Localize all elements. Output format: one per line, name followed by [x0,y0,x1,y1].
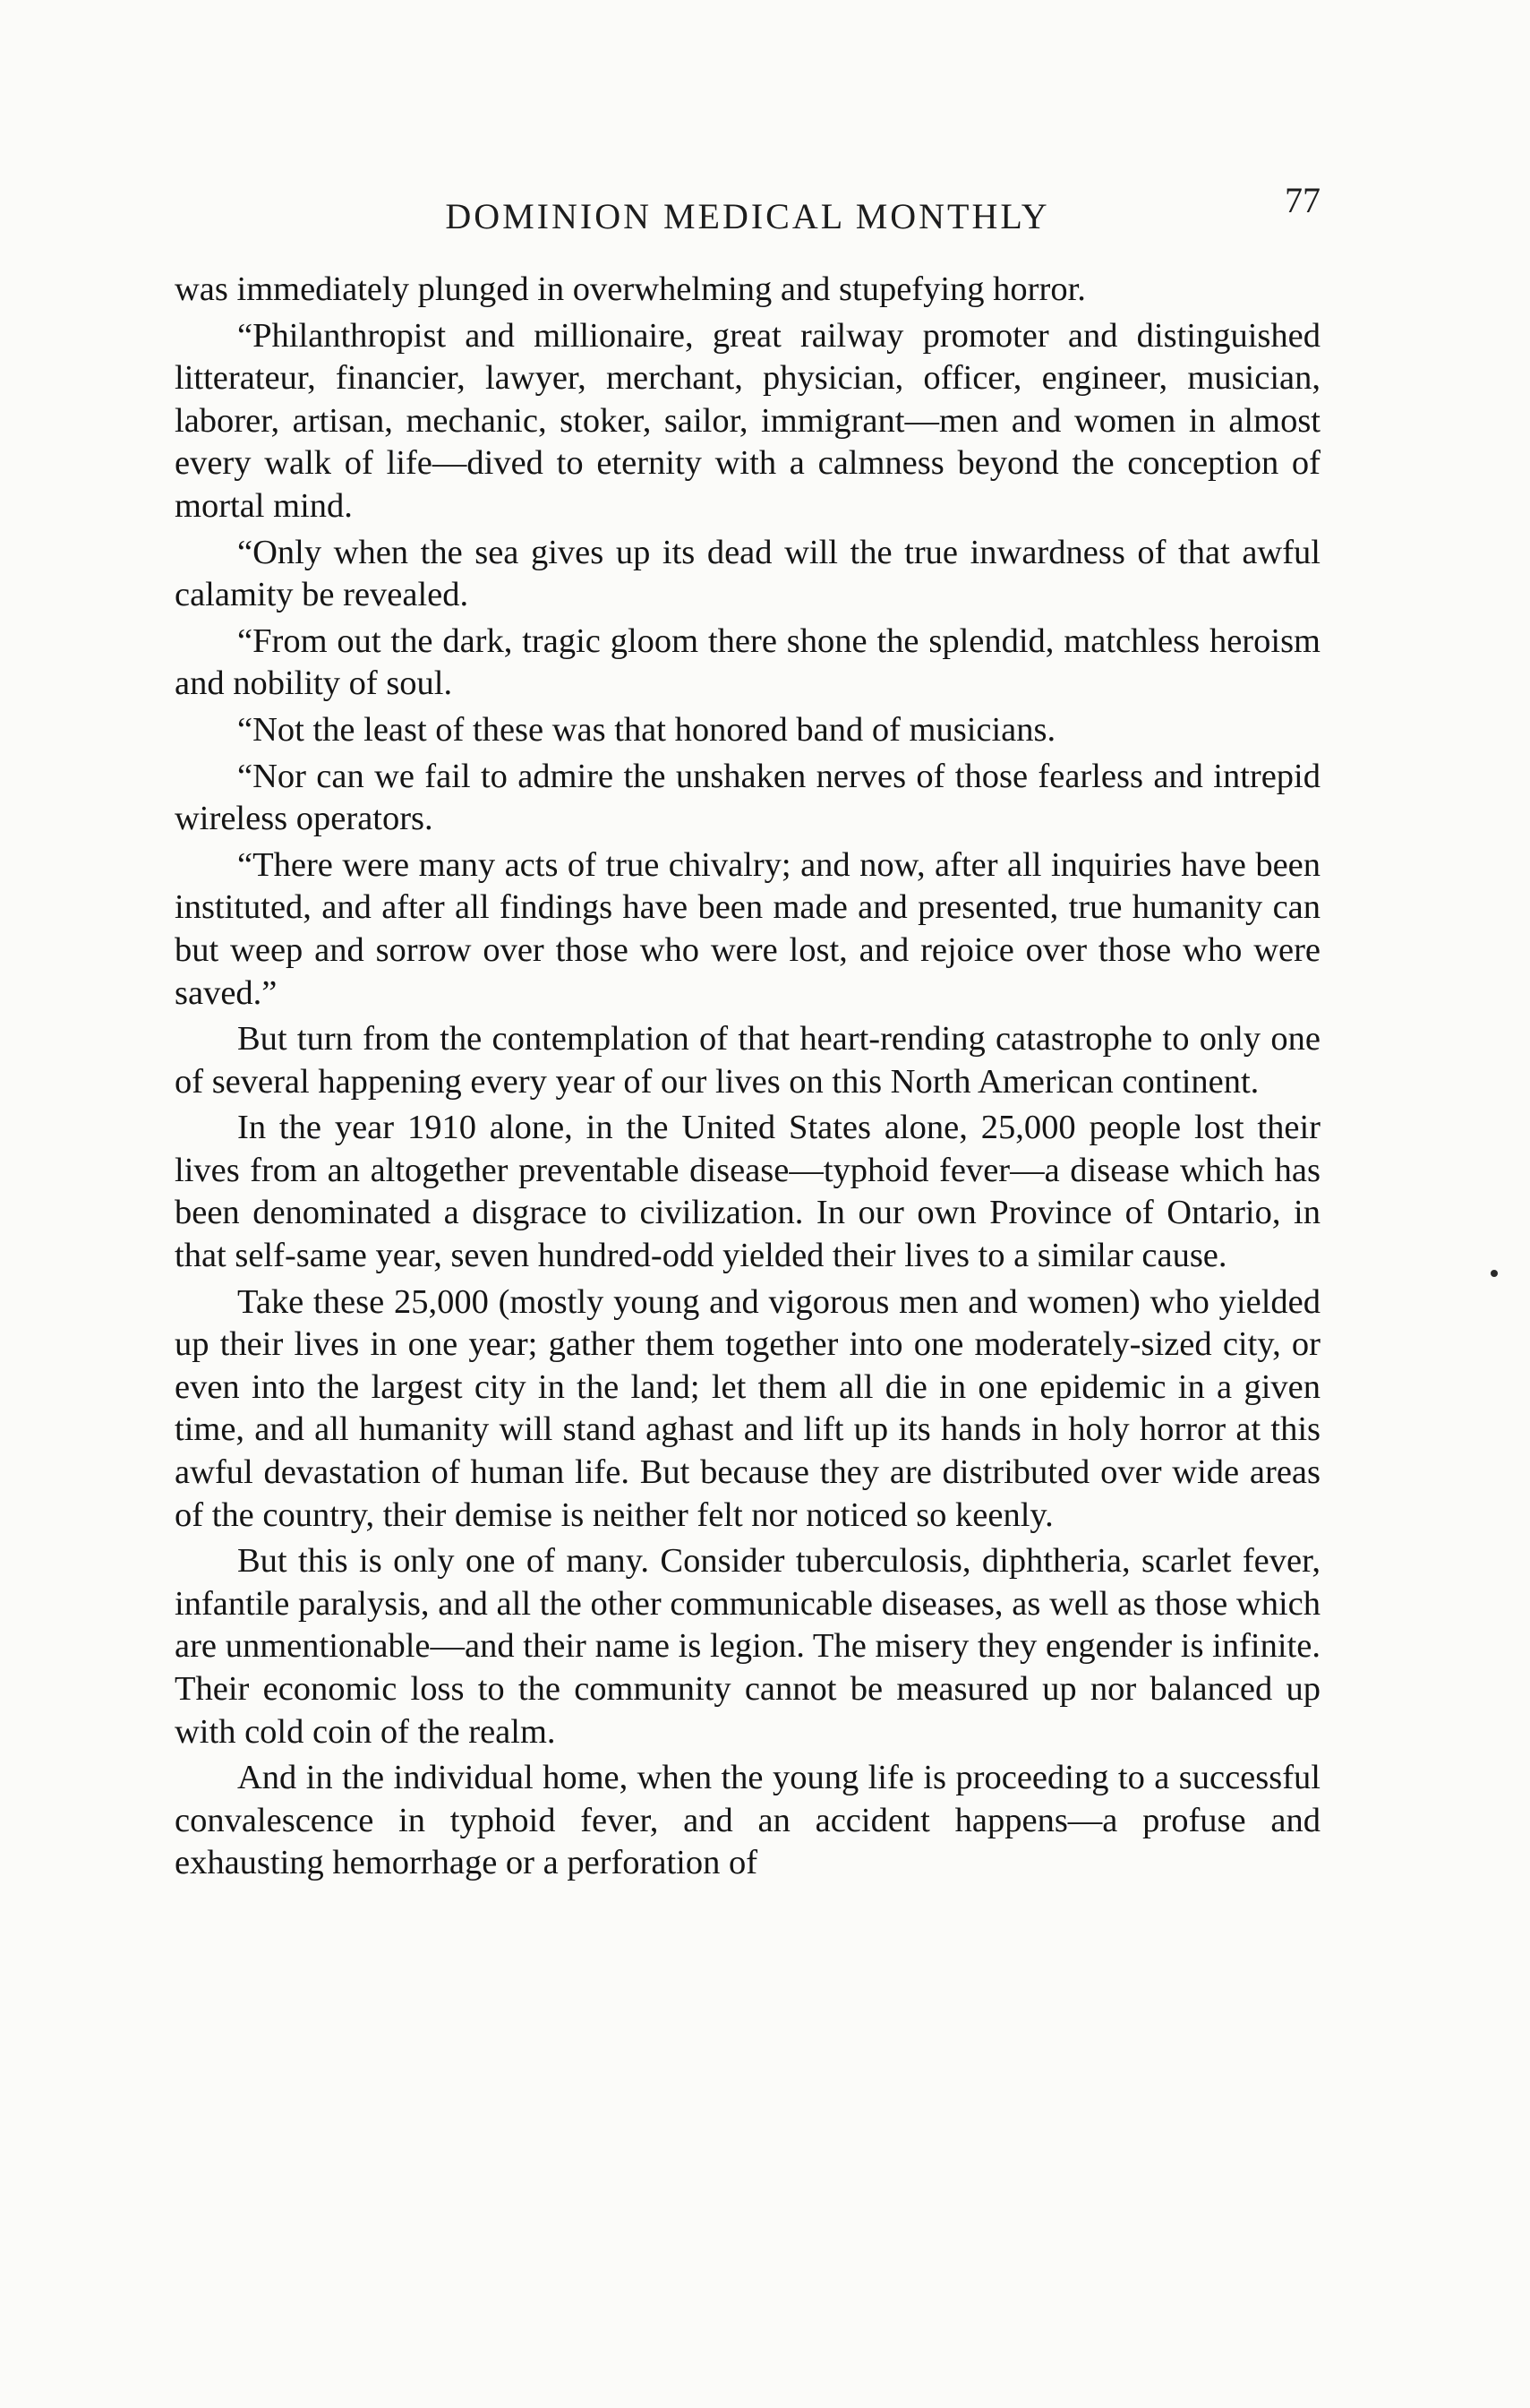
paragraph-continued: was immediately plunged in overwhelming and stupefying horror. [175,270,1086,308]
paragraph-individual-home: And in the individual home, when the young life is proceeding to a successful convalescence in typhoid fever, and an accident happens—a profuse and exhausting hemorrhage or a perforation of [175,1759,1321,1882]
paragraph-quote-heroism: “From out the dark, tragic gloom there shone the splendid, matchless heroism and nobility of soul. [175,621,1321,703]
margin-speck [1491,1270,1498,1277]
page-number: 77 [1285,180,1321,220]
paragraph-quote-sea: “Only when the sea gives up its dead will the true inwardness of that awful calamity be revealed. [175,533,1321,614]
running-head: DOMINION MEDICAL MONTHLY [445,196,1050,236]
body-text [175,269,1321,1889]
page-header [175,179,1321,251]
paragraph-typhoid-1910: In the year 1910 alone, in the United States alone, 25,000 people lost their lives from an altogether preventable disease—typhoid fever—a disease which has been denominated a disgrace to civilization. In our own Province of Ontario, in that self-same year, seven hundred-odd yielded their lives to a similar cause. [175,1109,1321,1275]
paragraph-quote-chivalry: “There were many acts of true chivalry; and now, after all inquiries have been instituted, and after all findings have been made and presented, true humanity can but weep and sorrow over those who were lost, and rejoice over those who were saved.” [175,845,1321,1012]
paragraph-epidemic: Take these 25,000 (mostly young and vigorous men and women) who yielded up their lives in one year; gather them together into one moderately-sized city, or even into the largest city in the land; let them all die in one epidemic in a given time, and all humanity will stand aghast and lift up its hands in holy horror at this awful devastation of human life. But because they are distributed over wide areas of the country, their demise is neither felt nor noticed so keenly. [175,1282,1321,1534]
paragraph-catastrophe: But turn from the contemplation of that heart-rending catastrophe to only one of several happening every year of our lives on this North American continent. [175,1020,1321,1101]
paragraph-quote-musicians: “Not the least of these was that honored band of musicians. [237,710,1056,749]
paragraph-communicable-diseases: But this is only one of many. Consider tuberculosis, diphtheria, scarlet fever, infantile paralysis, and all the other communicable diseases, as well as those which are unmentionable—and their name is legion. The misery they engender is infinite. Their economic loss to the community cannot be measured up nor balanced up with cold coin of the realm. [175,1542,1321,1751]
paragraph-quote-victims: “Philanthropist and millionaire, great railway promoter and distinguished litterateur, financier, lawyer, merchant, physician, officer, engineer, musician, laborer, artisan, mechanic, stoker, sailor, immigrant—men and women in almost every walk of life—dived to eternity with a calmness beyond the conception of mortal mind. [175,316,1321,525]
paragraph-quote-operators: “Nor can we fail to admire the unshaken nerves of those fearless and intrepid wireless operators. [175,757,1321,838]
